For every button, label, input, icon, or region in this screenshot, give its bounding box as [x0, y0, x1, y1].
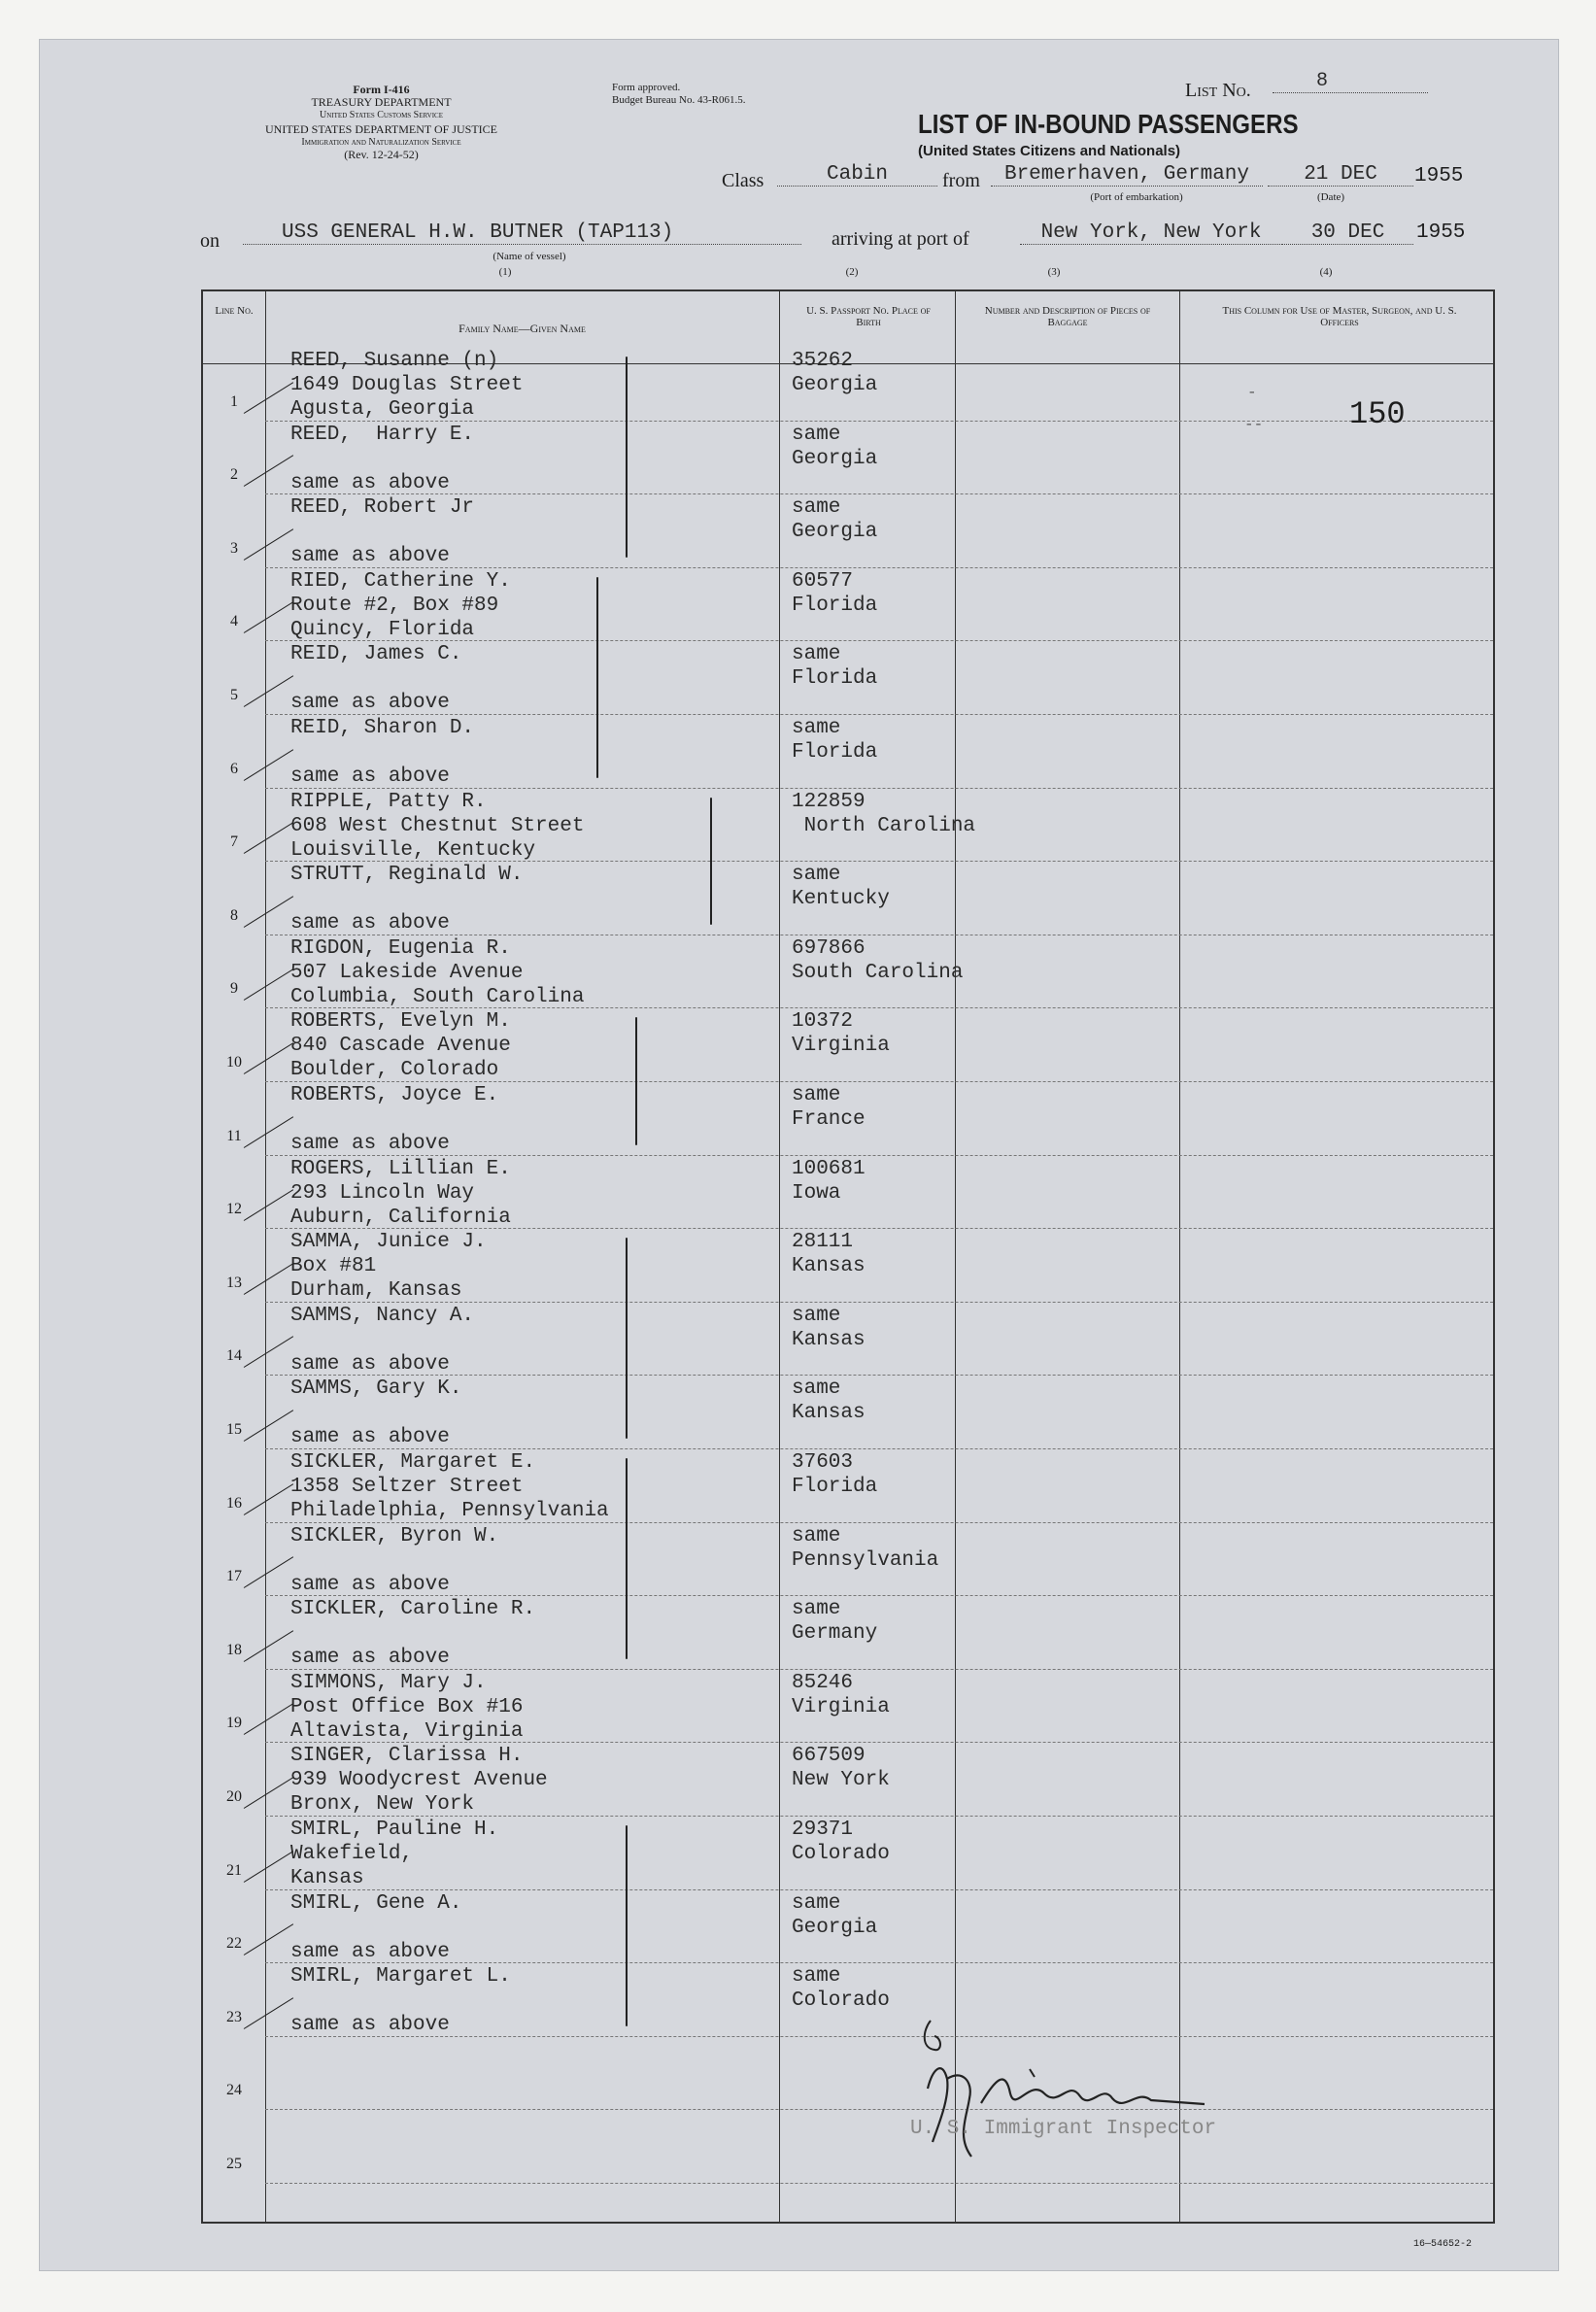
check-mark [244, 1263, 293, 1295]
line-number: 15 [226, 1421, 242, 1438]
officer-mark: -- [1244, 416, 1264, 433]
passenger-name-address: SICKLER, Caroline R. same as above [290, 1598, 536, 1670]
check-mark [244, 1630, 293, 1662]
passport-birthplace: same Pennsylvania [792, 1524, 939, 1572]
family-bracket [710, 798, 712, 925]
check-mark [244, 1483, 293, 1515]
inspector-signature [913, 2011, 1224, 2166]
customs-service: United States Customs Service [320, 110, 443, 120]
departure-date: 21 DEC [1268, 163, 1413, 187]
passenger-name-address: REID, James C. same as above [290, 643, 462, 715]
line-number: 3 [230, 539, 238, 557]
officer-count: 150 [1349, 396, 1406, 432]
from-label: from [942, 170, 980, 191]
passenger-name-address: SMIRL, Gene A. same as above [290, 1891, 462, 1963]
family-bracket [626, 1458, 628, 1659]
revision: (Rev. 12-24-52) [344, 148, 419, 161]
justice-dept: UNITED STATES DEPARTMENT OF JUSTICE [264, 122, 497, 136]
line-number: 13 [226, 1274, 242, 1291]
check-mark [244, 822, 293, 854]
col-header-passport: U. S. Passport No. Place of Birth [806, 305, 931, 328]
passport-birthplace: 85246 Virginia [792, 1671, 890, 1718]
signature-caption: U. S. Immigrant Inspector [910, 2118, 1217, 2140]
check-mark [244, 1042, 293, 1074]
passport-birthplace: same Georgia [792, 423, 878, 470]
arrival-date: 30 DEC [1282, 221, 1413, 245]
line-number: 16 [226, 1494, 242, 1512]
list-no-value: 8 [1273, 70, 1428, 93]
passport-birthplace: same Kansas [792, 1304, 866, 1351]
passport-birthplace: 697866 South Carolina [792, 936, 964, 984]
line-number: 6 [230, 760, 238, 777]
line-number: 20 [226, 1788, 242, 1805]
arriving-label: arriving at port of [832, 228, 969, 250]
col-num-3: (3) [1047, 266, 1061, 278]
line-number: 17 [226, 1568, 242, 1585]
vessel-caption: (Name of vessel) [492, 251, 566, 262]
col-divider [779, 291, 780, 2222]
departure-year-text: 1955 [1414, 165, 1464, 187]
class-value: Cabin [777, 163, 937, 187]
line-number: 7 [230, 833, 238, 851]
line-number: 9 [230, 980, 238, 998]
family-bracket [635, 1017, 637, 1144]
page-title: LIST OF IN-BOUND PASSENGERS [918, 109, 1299, 139]
ins-service: Immigration and Naturalization Service [301, 137, 461, 148]
family-bracket [626, 357, 628, 558]
passenger-name-address: REED, Robert Jr same as above [290, 496, 475, 568]
line-number: 25 [226, 2156, 242, 2172]
passport-birthplace: 100681 Iowa [792, 1157, 866, 1205]
col-header-officers: This Column for Use of Master, Surgeon, and U. S. Officers [1222, 305, 1457, 328]
line-number: 8 [230, 906, 238, 924]
passenger-name-address: SAMMS, Nancy A. same as above [290, 1304, 475, 1376]
check-mark [244, 528, 293, 561]
class-label: Class [722, 170, 764, 191]
col-num-1: (1) [498, 266, 512, 278]
footer-code: 16—54652-2 [1413, 2239, 1473, 2250]
passenger-name-address: REED, Susanne (n) 1649 Douglas Street Agusta, Georgia [290, 350, 524, 421]
passenger-name-address: SINGER, Clarissa H. 939 Woodycrest Avenue Bronx, New York [290, 1745, 548, 1817]
check-mark [244, 1704, 293, 1736]
port-of-arrival: New York, New York [1020, 221, 1282, 245]
family-bracket [626, 1238, 628, 1439]
passport-birthplace: same Florida [792, 643, 878, 691]
check-mark [244, 675, 293, 707]
check-mark [244, 749, 293, 781]
passenger-name-address: SIMMONS, Mary J. Post Office Box #16 Altavista, Virginia [290, 1671, 524, 1743]
passenger-name-address: STRUTT, Reginald W. same as above [290, 864, 524, 935]
line-number: 23 [226, 2008, 242, 2025]
col-divider [265, 291, 266, 2222]
col-header-line-no: Line No. [215, 305, 254, 317]
line-number: 24 [226, 2082, 242, 2099]
treasury-dept: TREASURY DEPARTMENT [311, 95, 452, 109]
check-mark [244, 382, 293, 414]
col-divider [955, 291, 956, 2222]
passport-birthplace: same Germany [792, 1598, 878, 1646]
line-number: 5 [230, 687, 238, 703]
page-subtitle: (United States Citizens and Nationals) [918, 143, 1181, 159]
line-number: 2 [230, 466, 238, 484]
line-number: 10 [226, 1054, 242, 1071]
passenger-name-address: SAMMA, Junice J. Box #81 Durham, Kansas [290, 1231, 487, 1303]
passenger-name-address: SAMMS, Gary K. same as above [290, 1377, 462, 1449]
row-divider [265, 2183, 1493, 2184]
passenger-name-address: REID, Sharon D. same as above [290, 717, 475, 788]
passport-birthplace: 28111 Kansas [792, 1231, 866, 1278]
check-mark [244, 1189, 293, 1221]
passenger-name-address: RIGDON, Eugenia R. 507 Lakeside Avenue Columbia, South Carolina [290, 936, 585, 1008]
arrival-year: 1955 [1416, 221, 1466, 244]
col-num-4: (4) [1319, 266, 1333, 278]
line-number: 4 [230, 613, 238, 630]
passport-birthplace: same Georgia [792, 1891, 878, 1939]
list-no-label: List No. [1185, 80, 1251, 101]
col-divider [1179, 291, 1180, 2222]
passport-birthplace: same Kansas [792, 1377, 866, 1425]
passenger-name-address: ROBERTS, Joyce E. same as above [290, 1084, 499, 1155]
family-bracket [596, 577, 598, 778]
passenger-name-address: ROBERTS, Evelyn M. 840 Cascade Avenue Boulder, Colorado [290, 1010, 511, 1082]
line-number: 18 [226, 1641, 242, 1658]
check-mark [244, 1410, 293, 1442]
line-number: 19 [226, 1715, 242, 1732]
line-number: 1 [230, 392, 238, 410]
approval-line-1: Form approved. [612, 82, 681, 93]
col-header-name: Family Name—Given Name [458, 322, 586, 335]
passenger-name-address: ROGERS, Lillian E. 293 Lincoln Way Auburn, California [290, 1157, 511, 1229]
passport-birthplace: same Colorado [792, 1965, 890, 2013]
passport-birthplace: 37603 Florida [792, 1451, 878, 1498]
check-mark [244, 896, 293, 928]
form-header-left [194, 84, 568, 161]
family-bracket [626, 1825, 628, 2026]
col-header-baggage: Number and Description of Pieces of Baggage [984, 305, 1151, 328]
check-mark [244, 969, 293, 1002]
check-mark [244, 602, 293, 634]
check-mark [244, 1851, 293, 1883]
check-mark [244, 1997, 293, 2029]
passport-birthplace: same France [792, 1084, 866, 1131]
date-caption: (Date) [1316, 191, 1345, 203]
vessel-name: USS GENERAL H.W. BUTNER (TAP113) [243, 221, 801, 245]
check-mark [244, 1116, 293, 1148]
passport-birthplace: 29371 Colorado [792, 1819, 890, 1865]
approval-line-2: Budget Bureau No. 43-R061.5. [612, 94, 746, 106]
passenger-name-address: REED, Harry E. same as above [290, 423, 475, 494]
port-embark-caption: (Port of embarkation) [1090, 191, 1183, 203]
passenger-name-address: SMIRL, Margaret L. same as above [290, 1965, 511, 2037]
col-num-2: (2) [845, 266, 859, 278]
passport-birthplace: same Florida [792, 717, 878, 764]
passport-birthplace: 667509 New York [792, 1745, 890, 1792]
check-mark [244, 455, 293, 487]
passport-birthplace: 10372 Virginia [792, 1010, 890, 1058]
passenger-table [201, 289, 1495, 2224]
passenger-name-address: SMIRL, Pauline H. Wakefield, Kansas [290, 1819, 499, 1889]
row-divider [265, 2109, 1493, 2110]
check-mark [244, 1923, 293, 1955]
officer-mark: - [1247, 384, 1257, 401]
passport-birthplace: 122859 North Carolina [792, 790, 976, 837]
passport-birthplace: same Georgia [792, 496, 878, 544]
line-number: 12 [226, 1201, 242, 1218]
line-number: 14 [226, 1347, 242, 1365]
check-mark [244, 1337, 293, 1369]
passenger-name-address: SICKLER, Byron W. same as above [290, 1524, 499, 1596]
on-label: on [200, 230, 220, 252]
passport-birthplace: same Kentucky [792, 864, 890, 911]
passenger-name-address: RIPPLE, Patty R. 608 West Chestnut Street Louisville, Kentucky [290, 790, 585, 862]
passenger-name-address: SICKLER, Margaret E. 1358 Seltzer Street Philadelphia, Pennsylvania [290, 1451, 609, 1522]
port-of-embarkation: Bremerhaven, Germany [991, 163, 1263, 187]
check-mark [244, 1777, 293, 1809]
line-number: 11 [226, 1127, 242, 1144]
form-number: Form I-416 [353, 83, 410, 96]
line-number: 21 [226, 1861, 242, 1879]
approval-note [612, 82, 745, 107]
passenger-name-address: RIED, Catherine Y. Route #2, Box #89 Quincy, Florida [290, 569, 511, 641]
line-number: 22 [226, 1935, 242, 1953]
passport-birthplace: 35262 Georgia [792, 350, 878, 396]
check-mark [244, 1556, 293, 1588]
passport-birthplace: 60577 Florida [792, 569, 878, 617]
